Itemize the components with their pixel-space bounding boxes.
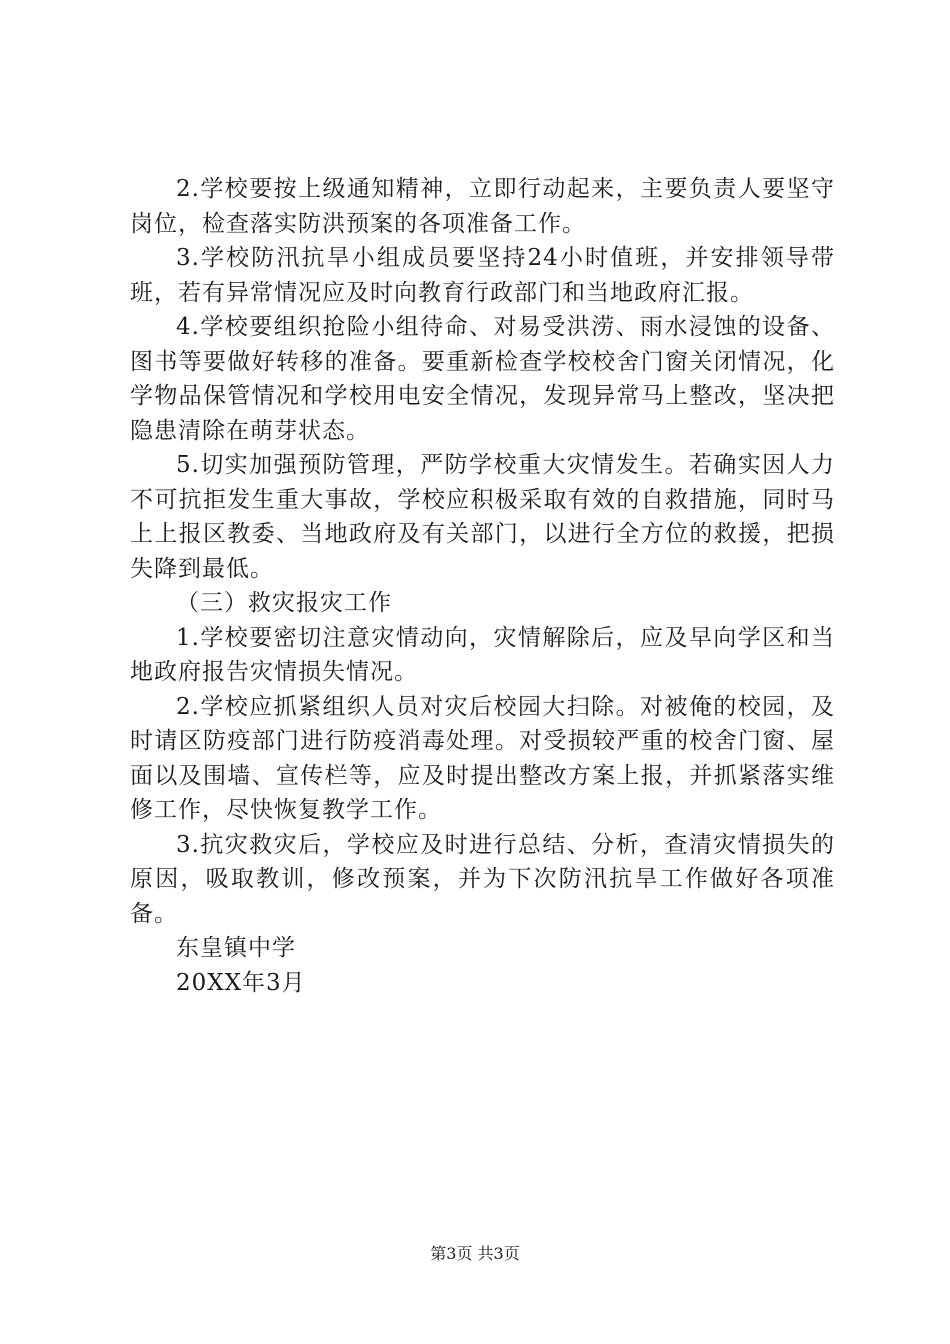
document-body — [130, 172, 835, 1000]
paragraph-item-4-rescue-team: 4.学校要组织抢险小组待命、对易受洪涝、雨水浸蚀的设备、图书等要做好转移的准备。要重新检查学校校舍门窗关闭情况，化学物品保管情况和学校用电安全情况，发现异常马上整改，坚决把隐患清除在萌芽状态。 — [130, 314, 835, 444]
signature-date: 20XX年3月 — [176, 969, 306, 996]
paragraph-item-2-duty: 2.学校要按上级通知精神，立即行动起来，主要负责人要坚守岗位，检查落实防洪预案的各项准备工作。 — [130, 176, 835, 237]
paragraph-item-5-prevention: 5.切实加强预防管理，严防学校重大灾情发生。若确实因人力不可抗拒发生重大事故，学校应积极采取有效的自救措施，同时马上上报区教委、当地政府及有关部门，以进行全方位的救援，把损失降到最低。 — [130, 452, 835, 582]
paragraph-relief-item-3: 3.抗灾救灾后，学校应及时进行总结、分析，查清灾情损失的原因，吸取教训，修改预案，并为下次防汛抗旱工作做好各项准备。 — [130, 831, 835, 927]
paragraph-relief-item-2: 2.学校应抓紧组织人员对灾后校园大扫除。对被俺的校园，及时请区防疫部门进行防疫消毒处理。对受损较严重的校舍门窗、屋面以及围墙、宣传栏等，应及时提出整改方案上报，并抓紧落实维修工作，尽快恢复教学工作。 — [130, 693, 835, 823]
page-number-footer: 第3页 共3页 — [430, 1244, 520, 1263]
section-heading-disaster-relief: （三）救灾报灾工作 — [176, 590, 392, 616]
signature-organization: 东皇镇中学 — [176, 935, 296, 961]
paragraph-item-3-on-call: 3.学校防汛抗旱小组成员要坚持24小时值班，并安排领导带班，若有异常情况应及时向教育行政部门和当地政府汇报。 — [130, 245, 835, 306]
paragraph-relief-item-1: 1.学校要密切注意灾情动向，灾情解除后，应及早向学区和当地政府报告灾情损失情况。 — [130, 624, 835, 685]
